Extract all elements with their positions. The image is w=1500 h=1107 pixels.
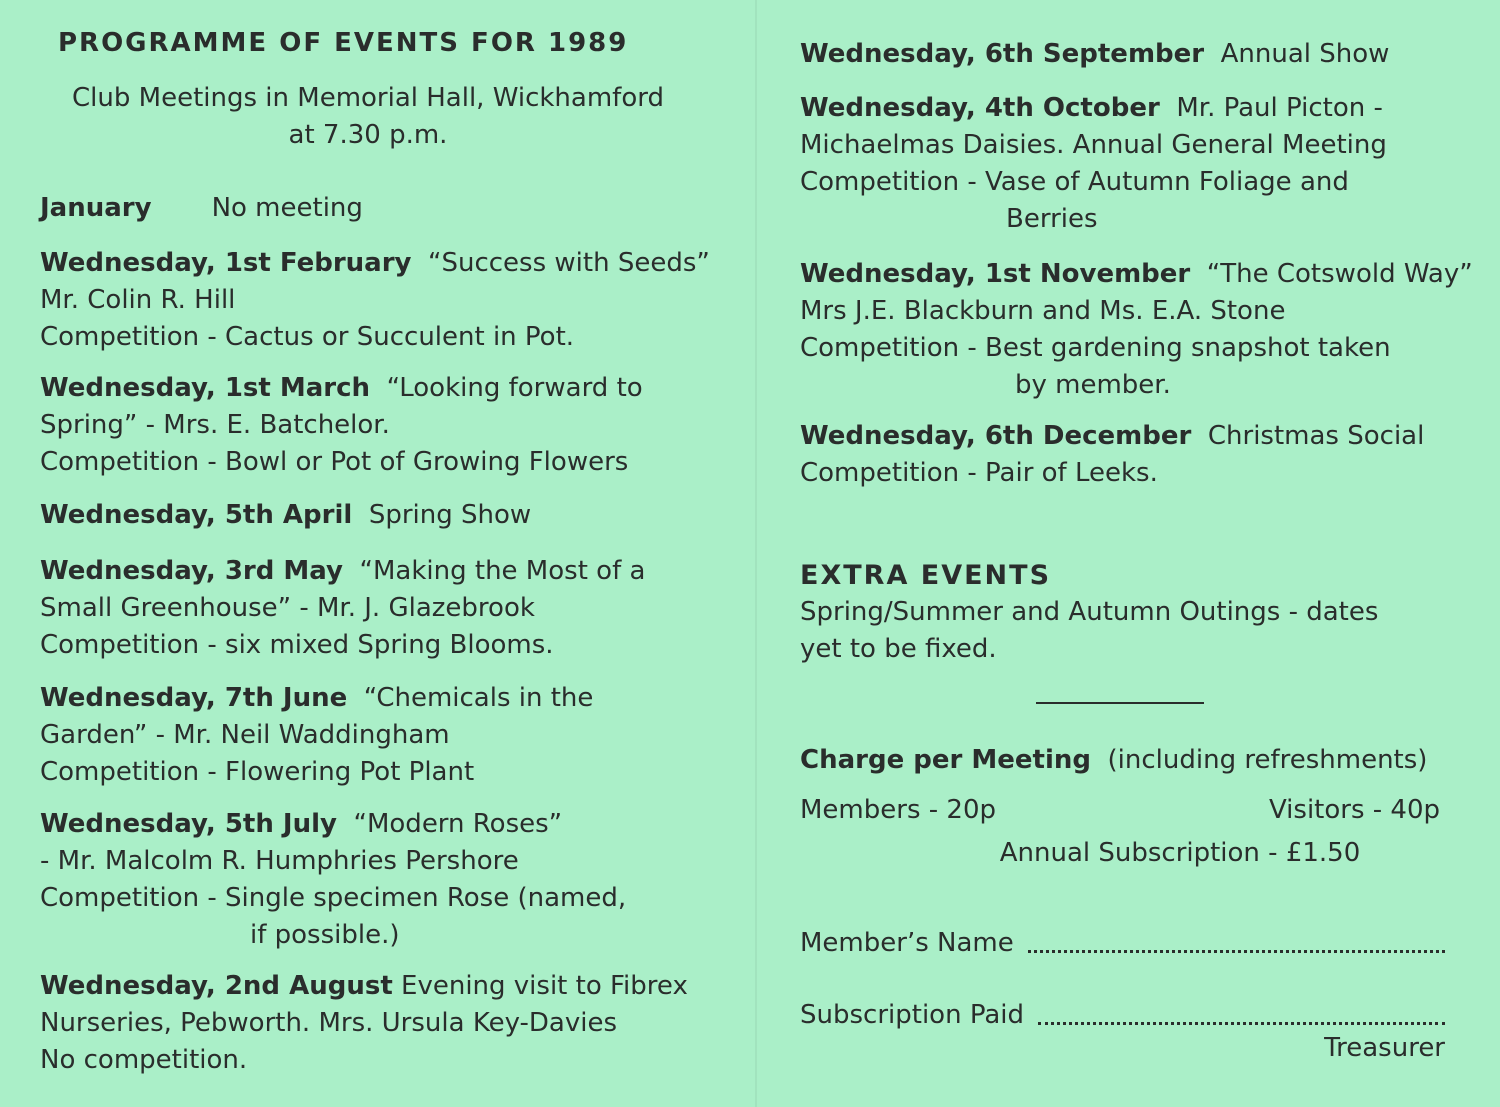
extra-events-text [800, 594, 1378, 668]
event-date: Wednesday, 6th December [800, 421, 1192, 451]
event-date: Wednesday, 6th September [800, 39, 1205, 69]
event-text: Competition - Bowl or Pot of Growing Flowers [40, 447, 629, 477]
extra-line-1: Spring/Summer and Autumn Outings - dates [800, 597, 1379, 627]
event-text: Christmas Social [1207, 421, 1425, 451]
section-divider [1036, 702, 1204, 704]
venue-line-2: at 7.30 p.m. [288, 120, 448, 150]
annual-subscription: Annual Subscription - £1.50 [999, 838, 1361, 868]
event-text: “Looking forward to [386, 373, 643, 403]
member-name-dots [1028, 928, 1445, 953]
event-august [40, 968, 688, 1079]
event-may [40, 553, 645, 664]
members-price: Members - 20p [800, 795, 996, 825]
treasurer-label: Treasurer [1324, 1033, 1445, 1063]
event-text: Mr. Colin R. Hill [40, 285, 236, 315]
event-january [40, 190, 363, 227]
visitors-price: Visitors - 40p [1268, 795, 1440, 825]
extra-line-2: yet to be fixed. [800, 634, 997, 664]
event-date: Wednesday, 3rd May [40, 556, 343, 586]
event-text: Spring” - Mrs. E. Batchelor. [40, 410, 390, 440]
event-text: Competition - Pair of Leeks. [800, 458, 1158, 488]
event-text: Garden” - Mr. Neil Waddingham [40, 720, 450, 750]
charge-heading [800, 742, 1427, 779]
member-name-label: Member’s Name [800, 928, 1014, 958]
event-june [40, 680, 593, 791]
event-september [800, 36, 1389, 73]
event-text: Spring Show [368, 500, 532, 530]
event-february [40, 245, 710, 356]
charge-label: Charge per Meeting [800, 745, 1091, 775]
event-text: “Making the Most of a [359, 556, 646, 586]
event-text: Competition - Cactus or Succulent in Pot. [40, 322, 575, 352]
event-text: Competition - Vase of Autumn Foliage and [800, 167, 1349, 197]
event-date: Wednesday, 7th June [40, 683, 348, 713]
fold-line [755, 0, 757, 1107]
page-title: PROGRAMME OF EVENTS FOR 1989 [58, 28, 629, 58]
event-date: Wednesday, 1st February [40, 248, 412, 278]
event-date: Wednesday, 1st November [800, 259, 1191, 289]
extra-events-heading: EXTRA EVENTS [800, 560, 1052, 591]
event-text: - Mr. Malcolm R. Humphries Pershore [40, 846, 519, 876]
event-date: Wednesday, 2nd August [40, 971, 393, 1001]
event-text: if possible.) [250, 920, 400, 950]
event-text: Michaelmas Daisies. Annual General Meeting [800, 130, 1387, 160]
event-text: “The Cotswold Way” [1206, 259, 1473, 289]
event-text: by member. [1015, 370, 1171, 400]
event-text: Annual Show [1220, 39, 1390, 69]
prices [800, 792, 1440, 872]
event-text: Mr. Paul Picton - [1176, 93, 1383, 123]
event-april [40, 497, 531, 534]
event-text: Nurseries, Pebworth. Mrs. Ursula Key-Davies [40, 1008, 617, 1038]
subscription-paid-label: Subscription Paid [800, 1000, 1024, 1030]
event-december [800, 418, 1424, 492]
member-name-field [800, 928, 1445, 958]
event-text: Berries [1006, 204, 1098, 234]
event-text: Competition - six mixed Spring Blooms. [40, 630, 554, 660]
event-text: Small Greenhouse” - Mr. J. Glazebrook [40, 593, 535, 623]
event-july [40, 806, 626, 954]
event-march [40, 370, 643, 481]
charge-note: (including refreshments) [1107, 745, 1428, 775]
event-date: January [40, 193, 152, 223]
venue-line-1: Club Meetings in Memorial Hall, Wickhamford [72, 83, 664, 113]
venue-text [38, 80, 698, 154]
event-october [800, 90, 1387, 238]
event-text: “Success with Seeds” [428, 248, 710, 278]
event-date: Wednesday, 5th April [40, 500, 353, 530]
event-text: Competition - Flowering Pot Plant [40, 757, 475, 787]
event-text: Competition - Single specimen Rose (named, [40, 883, 627, 913]
event-date: Wednesday, 1st March [40, 373, 371, 403]
event-text: No meeting [211, 193, 363, 223]
event-text: Mrs J.E. Blackburn and Ms. E.A. Stone [800, 296, 1286, 326]
event-november [800, 256, 1473, 404]
subscription-paid-dots [1038, 1000, 1445, 1025]
event-text: “Chemicals in the [363, 683, 594, 713]
event-text: No competition. [40, 1045, 248, 1075]
event-date: Wednesday, 4th October [800, 93, 1160, 123]
subscription-paid-field [800, 1000, 1445, 1030]
event-text: “Modern Roses” [353, 809, 563, 839]
event-text: Competition - Best gardening snapshot taken [800, 333, 1391, 363]
event-date: Wednesday, 5th July [40, 809, 337, 839]
event-text: Evening visit to Fibrex [401, 971, 688, 1001]
